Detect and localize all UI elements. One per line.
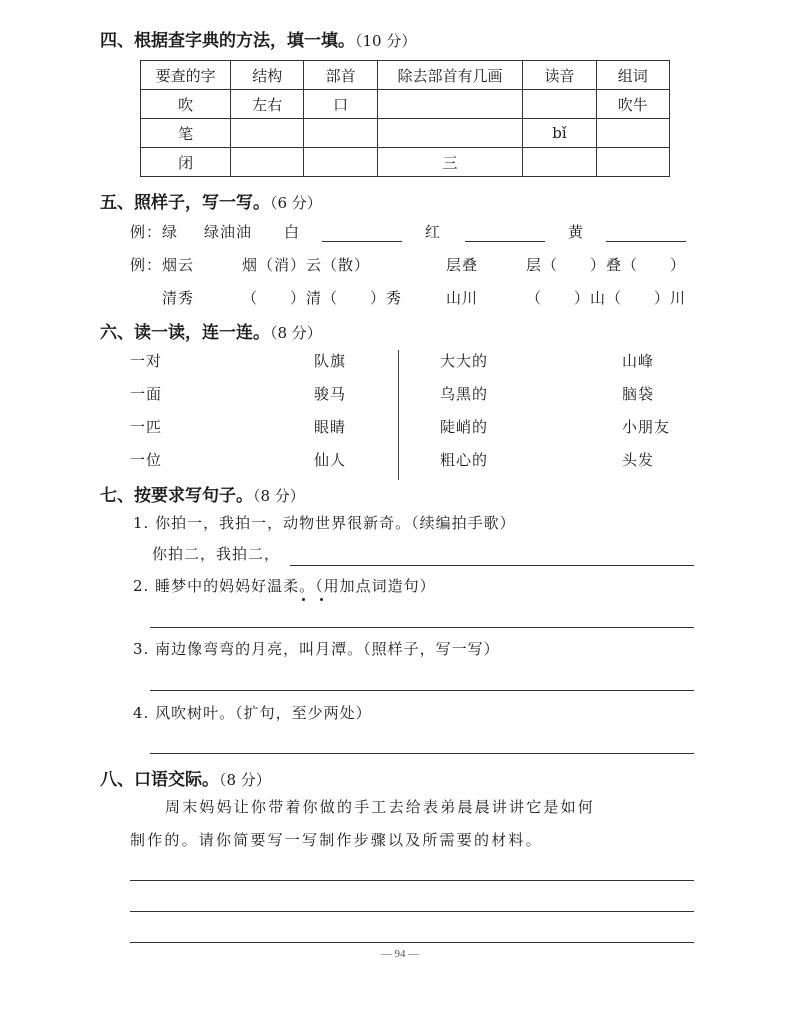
oral-prompt-line-2: 制作的。请你简要写一写制作步骤以及所需要的材料。 — [130, 831, 543, 849]
answer-line-huang[interactable] — [606, 241, 686, 242]
example-2-label: 例：烟云 — [130, 256, 195, 274]
match-left-item[interactable]: 一位 — [130, 451, 163, 469]
example-2-answer: 烟（消）云（散） — [242, 256, 371, 274]
table-cell[interactable] — [231, 148, 304, 177]
match-right-item[interactable]: 大大的 — [440, 352, 489, 370]
table-row — [141, 148, 670, 177]
match-right-target[interactable]: 山峰 — [622, 352, 655, 370]
table-cell[interactable] — [596, 119, 669, 148]
answer-line-oral[interactable] — [130, 911, 694, 912]
question-4: 4. 风吹树叶。（扩句，至少两处） — [133, 704, 372, 722]
cengdie-fill[interactable]: 层（ ）叠（ ） — [526, 256, 687, 274]
table-header-cell: 组词 — [596, 61, 669, 90]
section-7-title — [100, 481, 305, 506]
section-6-title-text: 六、读一读，连一连。 — [100, 323, 270, 343]
table-cell: 笔 — [141, 119, 231, 148]
match-right-item[interactable]: 陡峭的 — [440, 418, 489, 436]
table-cell[interactable] — [377, 119, 523, 148]
match-right-item[interactable]: 粗心的 — [440, 451, 489, 469]
table-header-cell: 要查的字 — [141, 61, 231, 90]
section-4-title-text: 四、根据查字典的方法，填一填。 — [100, 31, 355, 51]
question-2: 2. 睡梦中的妈妈好温柔。（用加点词造句） — [133, 577, 436, 595]
section-6-score: （8 分） — [270, 324, 322, 342]
match-left-item[interactable]: 一匹 — [130, 418, 163, 436]
question-3: 3. 南边像弯弯的月亮，叫月潭。（照样子，写一写） — [133, 640, 500, 658]
example-1-label: 例：绿 — [130, 223, 179, 241]
word-hong: 红 — [425, 223, 442, 241]
table-cell: 吹 — [141, 90, 231, 119]
page-number: — 94 — — [380, 948, 420, 960]
word-bai: 白 — [284, 223, 301, 241]
section-8-title — [100, 765, 271, 790]
word-shanchuan: 山川 — [446, 289, 479, 307]
word-cengdie: 层叠 — [446, 256, 479, 274]
section-4-score: （10 分） — [355, 32, 417, 50]
match-left-item[interactable]: 一面 — [130, 385, 163, 403]
section-7-title-text: 七、按要求写句子。 — [100, 486, 253, 506]
answer-line-q3[interactable] — [150, 690, 694, 691]
column-divider — [398, 350, 399, 480]
match-left-target[interactable]: 仙人 — [314, 451, 347, 469]
answer-line-hong[interactable] — [465, 241, 545, 242]
match-right-item[interactable]: 乌黑的 — [440, 385, 489, 403]
table-cell[interactable]: bǐ — [523, 119, 596, 148]
question-1: 1. 你拍一，我拍一，动物世界很新奇。（续编拍手歌） — [133, 514, 516, 532]
match-left-item[interactable]: 一对 — [130, 352, 163, 370]
qingxiu-fill[interactable]: （ ）清（ ）秀 — [242, 289, 403, 307]
table-header-cell: 部首 — [304, 61, 377, 90]
table-header-cell: 结构 — [231, 61, 304, 90]
section-8-title-text: 八、口语交际。 — [100, 770, 219, 790]
match-right-target[interactable]: 小朋友 — [622, 418, 671, 436]
answer-line-q2[interactable] — [150, 627, 694, 628]
table-cell[interactable] — [231, 119, 304, 148]
answer-line-oral[interactable] — [130, 880, 694, 881]
table-header-row — [141, 61, 670, 90]
answer-line-q1[interactable] — [290, 565, 694, 566]
section-5-title — [100, 188, 322, 213]
table-cell[interactable]: 吹牛 — [596, 90, 669, 119]
answer-line-bai[interactable] — [322, 241, 402, 242]
section-4-title — [100, 26, 416, 51]
section-8-score: （8 分） — [219, 771, 271, 789]
dictionary-table — [140, 60, 670, 177]
oral-prompt-line-1: 周末妈妈让你带着你做的手工去给表弟晨晨讲讲它是如何 — [165, 798, 596, 816]
match-left-target[interactable]: 骏马 — [314, 385, 347, 403]
section-7-score: （8 分） — [253, 487, 305, 505]
section-5-score: （6 分） — [270, 194, 322, 212]
answer-line-q4[interactable] — [150, 753, 694, 754]
table-cell[interactable] — [523, 148, 596, 177]
shanchuan-fill[interactable]: （ ）山（ ）川 — [526, 289, 687, 307]
match-right-target[interactable]: 脑袋 — [622, 385, 655, 403]
table-header-cell: 读音 — [523, 61, 596, 90]
table-cell[interactable]: 口 — [304, 90, 377, 119]
match-left-target[interactable]: 眼睛 — [314, 418, 347, 436]
table-cell[interactable] — [304, 148, 377, 177]
section-5-title-text: 五、照样子，写一写。 — [100, 193, 270, 213]
answer-line-oral[interactable] — [130, 942, 694, 943]
match-right-target[interactable]: 头发 — [622, 451, 655, 469]
emphasis-dot — [320, 598, 323, 601]
table-cell[interactable]: 左右 — [231, 90, 304, 119]
word-qingxiu: 清秀 — [162, 289, 195, 307]
table-header-cell: 除去部首有几画 — [377, 61, 523, 90]
example-1-word: 绿油油 — [204, 223, 253, 241]
table-cell: 闭 — [141, 148, 231, 177]
table-cell[interactable] — [596, 148, 669, 177]
word-huang: 黄 — [568, 223, 585, 241]
question-1-start: 你拍二，我拍二， — [152, 545, 281, 563]
section-6-title — [100, 318, 322, 343]
table-cell[interactable] — [523, 90, 596, 119]
table-row — [141, 119, 670, 148]
emphasis-dot — [302, 598, 305, 601]
match-left-target[interactable]: 队旗 — [314, 352, 347, 370]
table-cell[interactable]: 三 — [377, 148, 523, 177]
table-cell[interactable] — [304, 119, 377, 148]
table-cell[interactable] — [377, 90, 523, 119]
table-row — [141, 90, 670, 119]
